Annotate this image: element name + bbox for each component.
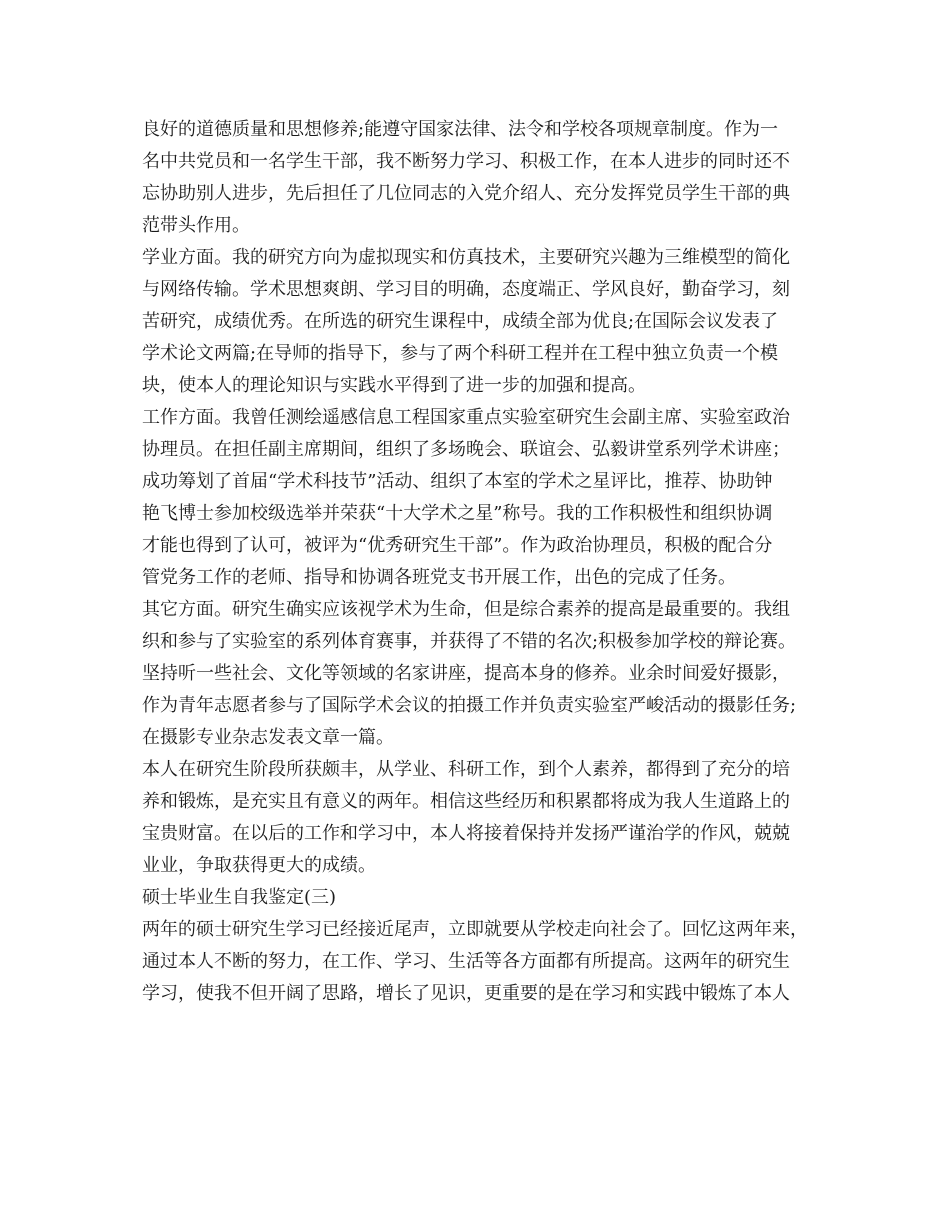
text-line: 宝贵财富。在以后的工作和学习中，本人将接着保持并发扬严谨治学的作风，兢兢	[142, 823, 790, 844]
text-line: 通过本人不断的努力，在工作、学习、生活等各方面都有所提高。这两年的研究生	[142, 951, 790, 972]
text-line: 两年的硕士研究生学习已经接近尾声，立即就要从学校走向社会了。回忆这两年来，	[142, 919, 808, 940]
section-title: 硕士毕业生自我鉴定(三)	[142, 887, 337, 908]
text-line: 块，使本人的理论知识与实践水平得到了进一步的加强和提高。	[142, 375, 646, 396]
section-heading-work: 工作方面。我曾任测绘遥感信息工程国家重点实验室研究生会副主席、实验室政治	[142, 407, 790, 428]
document-body	[142, 114, 832, 1010]
text-line: 管党务工作的老师、指导和协调各班党支书开展工作，出色的完成了任务。	[142, 567, 736, 588]
text-line: 范带头作用。	[142, 215, 250, 236]
text-line: 才能也得到了认可，被评为“优秀研究生干部”。作为政治协理员，积极的配合分	[142, 535, 773, 556]
text-line: 学术论文两篇;在导师的指导下，参与了两个科研工程并在工程中独立负责一个模	[142, 343, 779, 364]
text-line: 良好的道德质量和思想修养;能遵守国家法律、法令和学校各项规章制度。作为一	[142, 119, 779, 140]
text-line: 成功筹划了首届“学术科技节”活动、组织了本室的学术之星评比，推荐、协助钟	[142, 471, 773, 492]
text-line: 苦研究，成绩优秀。在所选的研究生课程中，成绩全部为优良;在国际会议发表了	[142, 311, 779, 332]
text-line: 艳飞博士参加校级选举并荣获“十大学术之星”称号。我的工作积极性和组织协调	[142, 503, 773, 524]
text-line: 名中共党员和一名学生干部，我不断努力学习、积极工作，在本人进步的同时还不	[142, 151, 790, 172]
text-line: 养和锻炼，是充实且有意义的两年。相信这些经历和积累都将成为我人生道路上的	[142, 791, 790, 812]
text-line: 业业，争取获得更大的成绩。	[142, 855, 376, 876]
text-line: 在摄影专业杂志发表文章一篇。	[142, 727, 394, 748]
text-line: 学习，使我不但开阔了思路，增长了见识，更重要的是在学习和实践中锻炼了本人	[142, 983, 790, 1004]
text-line: 坚持听一些社会、文化等领域的名家讲座，提高本身的修养。业余时间爱好摄影，	[142, 663, 790, 684]
text-line: 与网络传输。学术思想爽朗、学习目的明确，态度端正、学风良好，勤奋学习，刻	[142, 279, 790, 300]
text-line: 忘协助别人进步，先后担任了几位同志的入党介绍人、充分发挥党员学生干部的典	[142, 183, 790, 204]
summary-paragraph-line: 本人在研究生阶段所获颇丰，从学业、科研工作，到个人素养，都得到了充分的培	[142, 759, 790, 780]
section-heading-other: 其它方面。研究生确实应该视学术为生命，但是综合素养的提高是最重要的。我组	[142, 599, 790, 620]
text-line: 织和参与了实验室的系列体育赛事，并获得了不错的名次;积极参加学校的辩论赛。	[142, 631, 797, 652]
text-line: 协理员。在担任副主席期间，组织了多场晚会、联谊会、弘毅讲堂系列学术讲座；	[142, 439, 790, 460]
text-line: 作为青年志愿者参与了国际学术会议的拍摄工作并负责实验室严峻活动的摄影任务;	[142, 695, 797, 716]
section-heading-academics: 学业方面。我的研究方向为虚拟现实和仿真技术，主要研究兴趣为三维模型的简化	[142, 247, 790, 268]
